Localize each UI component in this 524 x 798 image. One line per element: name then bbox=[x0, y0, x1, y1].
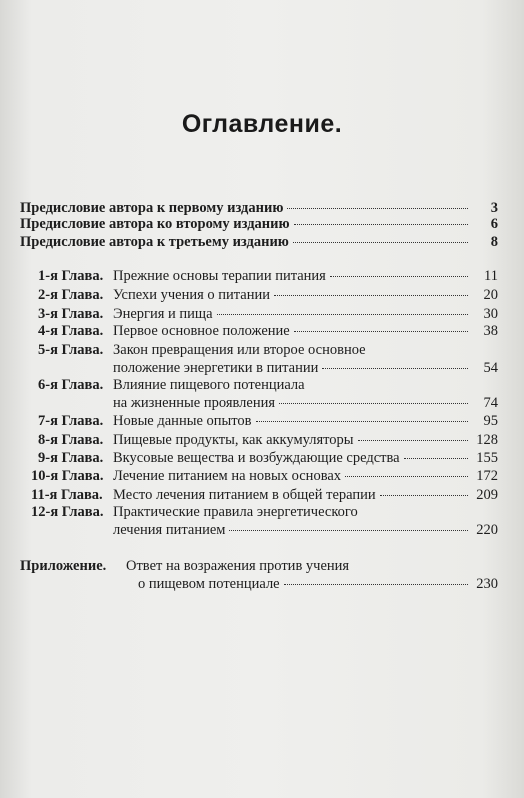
chapter-title: Практические правила энергетического bbox=[113, 504, 358, 520]
toc-preface-3[interactable] bbox=[20, 233, 498, 251]
chapter-title: Влияние пищевого потенциала bbox=[113, 377, 305, 393]
dot-leader bbox=[287, 208, 468, 209]
chapter-number: 11-я Глава. bbox=[31, 487, 103, 503]
chapter-title: Успехи учения о питании bbox=[113, 287, 271, 303]
toc-page-number: 209 bbox=[476, 487, 498, 503]
toc-preface-2[interactable] bbox=[20, 215, 498, 233]
toc-page-number: 220 bbox=[476, 522, 498, 538]
chapter-title: Пищевые продукты, как аккумуляторы bbox=[113, 432, 354, 448]
chapter-number: 7-я Глава. bbox=[38, 413, 104, 429]
chapter-title: Лечение питанием на новых основах bbox=[113, 468, 342, 484]
chapter-title: Первое основное положение bbox=[113, 323, 290, 339]
chapter-number: 10-я Глава. bbox=[31, 468, 104, 484]
chapter-title-cont: на жизненные проявления bbox=[113, 395, 276, 411]
dot-leader bbox=[322, 368, 468, 369]
chapter-number: 6-я Глава. bbox=[38, 377, 104, 393]
toc-page-number: 128 bbox=[476, 432, 498, 448]
dot-leader bbox=[404, 458, 468, 459]
chapter-number: 3-я Глава. bbox=[38, 306, 104, 322]
appendix-title: Ответ на возражения против учения bbox=[126, 558, 350, 574]
toc-page-number: 6 bbox=[490, 216, 498, 232]
page-title: Оглавление. bbox=[181, 110, 343, 138]
toc-page-number: 20 bbox=[483, 287, 498, 303]
dot-leader bbox=[345, 476, 468, 477]
dot-leader bbox=[330, 276, 468, 277]
toc-page-number: 172 bbox=[476, 468, 498, 484]
chapter-number: 8-я Глава. bbox=[38, 432, 104, 448]
chapter-title: Прежние основы терапии питания bbox=[113, 268, 326, 284]
toc-page-number: 3 bbox=[490, 200, 498, 216]
toc-page-number: 38 bbox=[483, 323, 498, 339]
dot-leader bbox=[229, 530, 468, 531]
toc-page-number: 8 bbox=[490, 234, 498, 250]
dot-leader bbox=[293, 242, 468, 243]
dot-leader bbox=[256, 421, 468, 422]
dot-leader bbox=[294, 331, 468, 332]
chapter-number: 4-я Глава. bbox=[38, 323, 104, 339]
chapter-number: 2-я Глава. bbox=[38, 287, 104, 303]
chapter-title: Новые данные опытов bbox=[113, 413, 252, 429]
dot-leader bbox=[284, 584, 468, 585]
appendix-title-cont: о пищевом потенциале bbox=[138, 576, 280, 592]
chapter-title-cont: положение энергетики в питании bbox=[113, 360, 319, 376]
toc-entry-label: Предисловие автора ко второму изданию bbox=[20, 216, 290, 232]
toc-page-number: 30 bbox=[483, 306, 498, 322]
toc-page-number: 11 bbox=[484, 268, 498, 284]
toc-page-number: 155 bbox=[476, 450, 498, 466]
dot-leader bbox=[274, 295, 468, 296]
chapter-title-cont: лечения питанием bbox=[113, 522, 226, 538]
toc-page-number: 54 bbox=[483, 360, 498, 376]
chapter-title: Место лечения питанием в общей терапии bbox=[113, 487, 376, 503]
chapter-number: 9-я Глава. bbox=[38, 450, 104, 466]
toc-page-number: 95 bbox=[483, 413, 498, 429]
dot-leader bbox=[294, 224, 468, 225]
dot-leader bbox=[358, 440, 468, 441]
chapter-title: Закон превращения или второе основное bbox=[113, 342, 366, 358]
dot-leader bbox=[279, 403, 468, 404]
dot-leader bbox=[380, 495, 468, 496]
toc-entry-label: Предисловие автора к первому изданию bbox=[20, 200, 284, 216]
dot-leader bbox=[217, 314, 468, 315]
chapter-number: 5-я Глава. bbox=[38, 342, 104, 358]
chapter-number: 12-я Глава. bbox=[31, 504, 104, 520]
chapter-title: Вкусовые вещества и возбуждающие средства bbox=[113, 450, 400, 466]
toc-page-number: 74 bbox=[483, 395, 498, 411]
chapter-title: Энергия и пища bbox=[113, 306, 213, 322]
chapter-number: 1-я Глава. bbox=[38, 268, 104, 284]
appendix-label: Приложение. bbox=[20, 558, 107, 574]
toc-page-number: 230 bbox=[476, 576, 498, 592]
toc-entry-label: Предисловие автора к третьему изданию bbox=[20, 234, 289, 250]
